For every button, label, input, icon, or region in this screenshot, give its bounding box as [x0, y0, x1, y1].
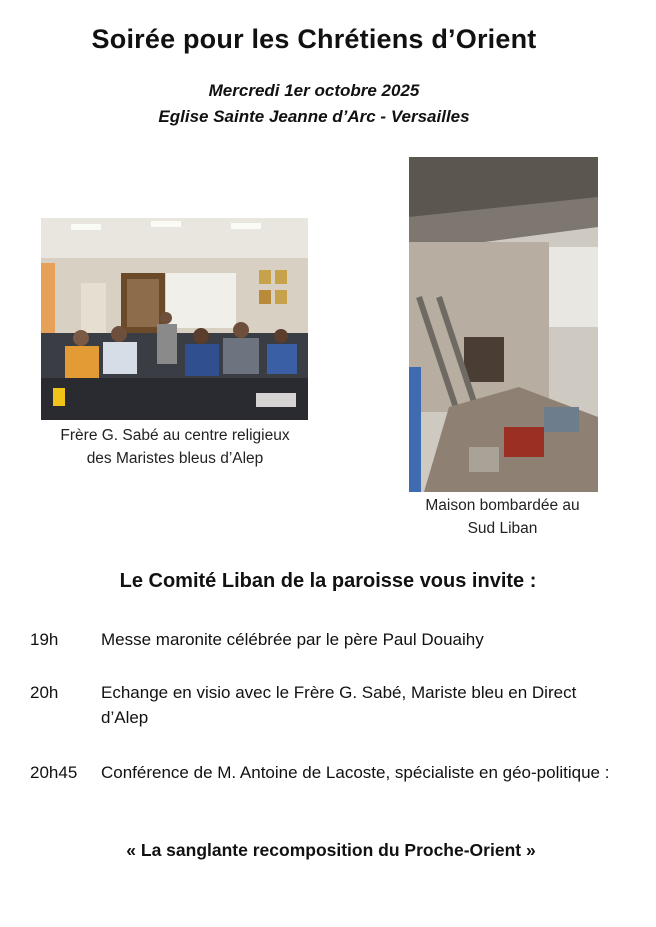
program-time: 20h: [30, 683, 59, 702]
event-date: Mercredi 1er octobre 2025: [208, 81, 420, 100]
program-text: Conférence de M. Antoine de Lacoste, spécialiste en géo-politique :: [101, 763, 610, 782]
program-text: Echange en visio avec le Frère G. Sabé, Mariste bleu en Direct d’Alep: [101, 683, 577, 727]
bombed-house-caption: Maison bombardée au Sud Liban: [425, 497, 580, 537]
invite-heading: Le Comité Liban de la paroisse vous invite :: [119, 570, 537, 592]
classroom-caption: Frère G. Sabé au centre religieux des Maristes bleus d’Alep: [60, 427, 290, 467]
classroom-photo: [41, 218, 308, 420]
conference-title: « La sanglante recomposition du Proche-Orient »: [126, 840, 536, 860]
program-time: 20h45: [30, 763, 78, 782]
program-text: Messe maronite célébrée par le père Paul Douaihy: [101, 630, 484, 649]
bombed-house-photo: [409, 157, 598, 492]
program-time: 19h: [30, 630, 59, 649]
page-title: Soirée pour les Chrétiens d’Orient: [91, 24, 537, 54]
event-place: Eglise Sainte Jeanne d’Arc - Versailles: [158, 107, 470, 126]
